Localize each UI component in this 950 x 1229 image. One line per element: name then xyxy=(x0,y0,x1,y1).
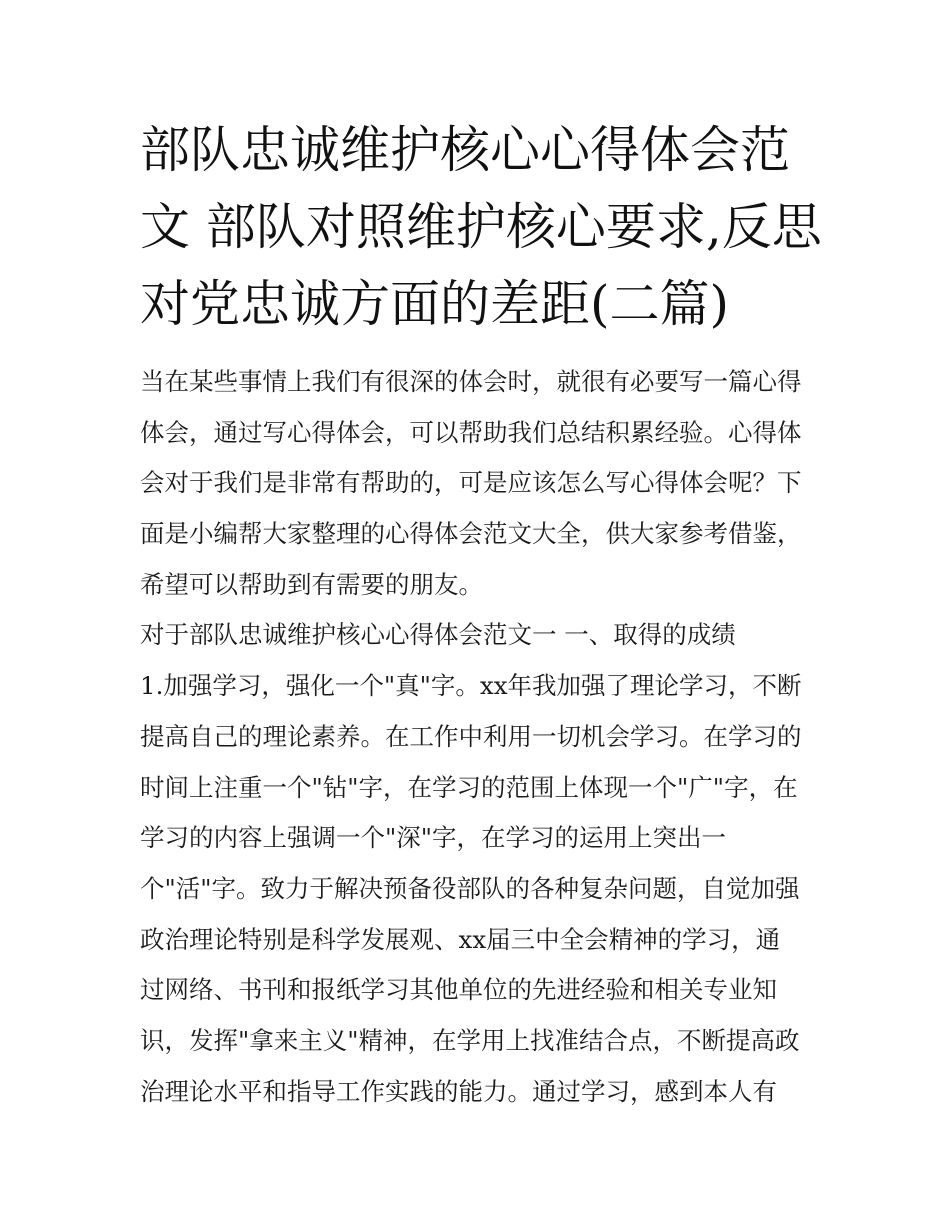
body-line: 个"活"字。致力于解决预备役部队的各种复杂问题，自觉加强 xyxy=(140,873,800,903)
title-line: 文 部队对照维护核心要求,反思 xyxy=(140,198,822,256)
document-body xyxy=(140,357,830,1117)
body-line: 政治理论特别是科学发展观、xx届三中全会精神的学习，通 xyxy=(140,924,781,954)
section-heading-line: 对于部队忠诚维护核心心得体会范文一 一、取得的成绩 xyxy=(140,620,736,650)
body-line: 1.加强学习，强化一个"真"字。xx年我加强了理论学习，不断 xyxy=(140,671,802,701)
body-line: 希望可以帮助到有需要的朋友。 xyxy=(140,569,483,599)
title-line: 对党忠诚方面的差距(二篇) xyxy=(140,275,730,333)
body-line: 会对于我们是非常有帮助的，可是应该怎么写心得体会呢？下 xyxy=(140,468,802,498)
body-line: 当在某些事情上我们有很深的体会时，就很有必要写一篇心得 xyxy=(140,367,802,396)
body-line: 过网络、书刊和报纸学习其他单位的先进经验和相关专业知 xyxy=(140,975,777,1005)
body-line: 学习的内容上强调一个"深"字，在学习的运用上突出一 xyxy=(140,823,727,853)
document-title xyxy=(140,112,830,343)
body-line: 面是小编帮大家整理的心得体会范文大全，供大家参考借鉴， xyxy=(140,519,802,549)
body-line: 识，发挥"拿来主义"精神，在学用上找准结合点，不断提高政 xyxy=(140,1025,800,1055)
body-line: 治理论水平和指导工作实践的能力。通过学习，感到本人有 xyxy=(140,1076,777,1106)
body-line: 时间上注重一个"钻"字，在学习的范围上体现一个"广"字，在 xyxy=(140,772,798,802)
body-line: 提高自己的理论素养。在工作中利用一切机会学习。在学习的 xyxy=(140,721,802,751)
body-line: 体会，通过写心得体会，可以帮助我们总结积累经验。心得体 xyxy=(140,417,802,447)
title-line: 部队忠诚维护核心心得体会范 xyxy=(140,121,790,179)
